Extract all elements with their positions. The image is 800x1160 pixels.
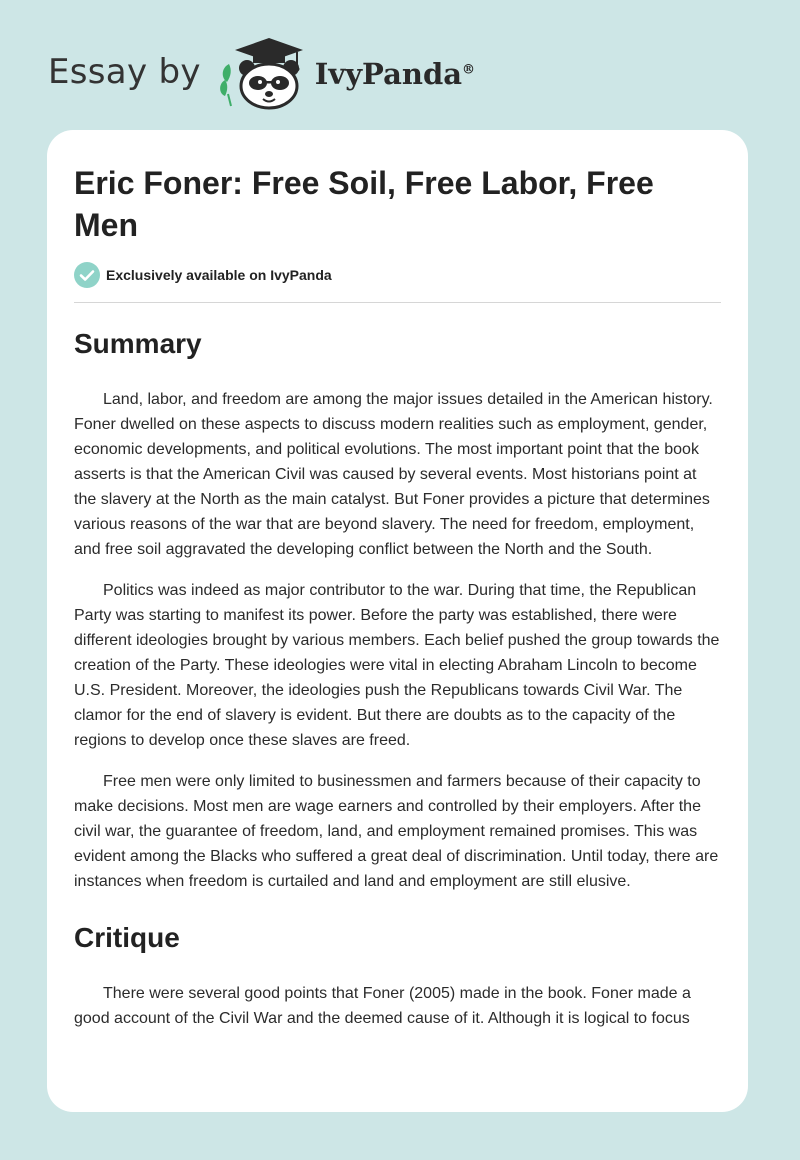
paragraph: There were several good points that Foner (2005) made in the book. Foner made a good account of the Civil War and the deemed cause of it. Although it is logical to focus — [74, 985, 691, 1027]
essay-title: Eric Foner: Free Soil, Free Labor, Free Men — [74, 165, 654, 243]
brand-name: IvyPanda® — [314, 57, 476, 91]
critique-body — [74, 981, 721, 1031]
section-heading-summary: Summary — [74, 328, 202, 359]
summary-body — [74, 387, 721, 894]
exclusive-badge — [74, 262, 721, 288]
check-circle-icon — [74, 262, 100, 288]
paragraph: Politics was indeed as major contributor to the war. During that time, the Republican Party was starting to manifest its power. Before the party was established, there were different ideologies brought by various members. Each belief pushed the group towards the creation of the Party. These ideologies were vital in electing Abraham Lincoln to become U.S. President. Moreover, the ideologies push the Republicans towards Civil War. The clamor for the end of slavery is evident. But there are doubts as to the capacity of the regions to develop once these slaves are freed. — [74, 582, 720, 749]
brand-header — [48, 34, 475, 110]
exclusive-label: Exclusively available on IvyPanda — [106, 267, 332, 283]
section-heading-critique: Critique — [74, 922, 180, 953]
paragraph: Land, labor, and freedom are among the major issues detailed in the American history. Foner dwelled on these aspects to discuss modern realities such as employment, gender, economic developments, and political evolutions. The most important point that the book asserts is that the American Civil was caused by several events. Most historians point at the slavery at the North as the main catalyst. But Foner provides a picture that determines various reasons of the war that are beyond slavery. The need for freedom, employment, and free soil aggravated the developing conflict between the North and the South. — [74, 391, 713, 558]
divider — [74, 302, 721, 303]
registered-mark: ® — [462, 62, 476, 78]
paragraph: Free men were only limited to businessmen and farmers because of their capacity to make decisions. Most men are wage earners and controlled by their employers. After the civil war, the guarantee of freedom, land, and employment remained promises. This was evident among the Blacks who suffered a great deal of discrimination. Until today, there are instances when freedom is curtailed and land and employment are still elusive. — [74, 773, 719, 890]
panda-graduation-cap-icon — [215, 34, 307, 110]
essay-by-label: Essay by — [48, 52, 201, 92]
essay-card — [47, 130, 748, 1112]
